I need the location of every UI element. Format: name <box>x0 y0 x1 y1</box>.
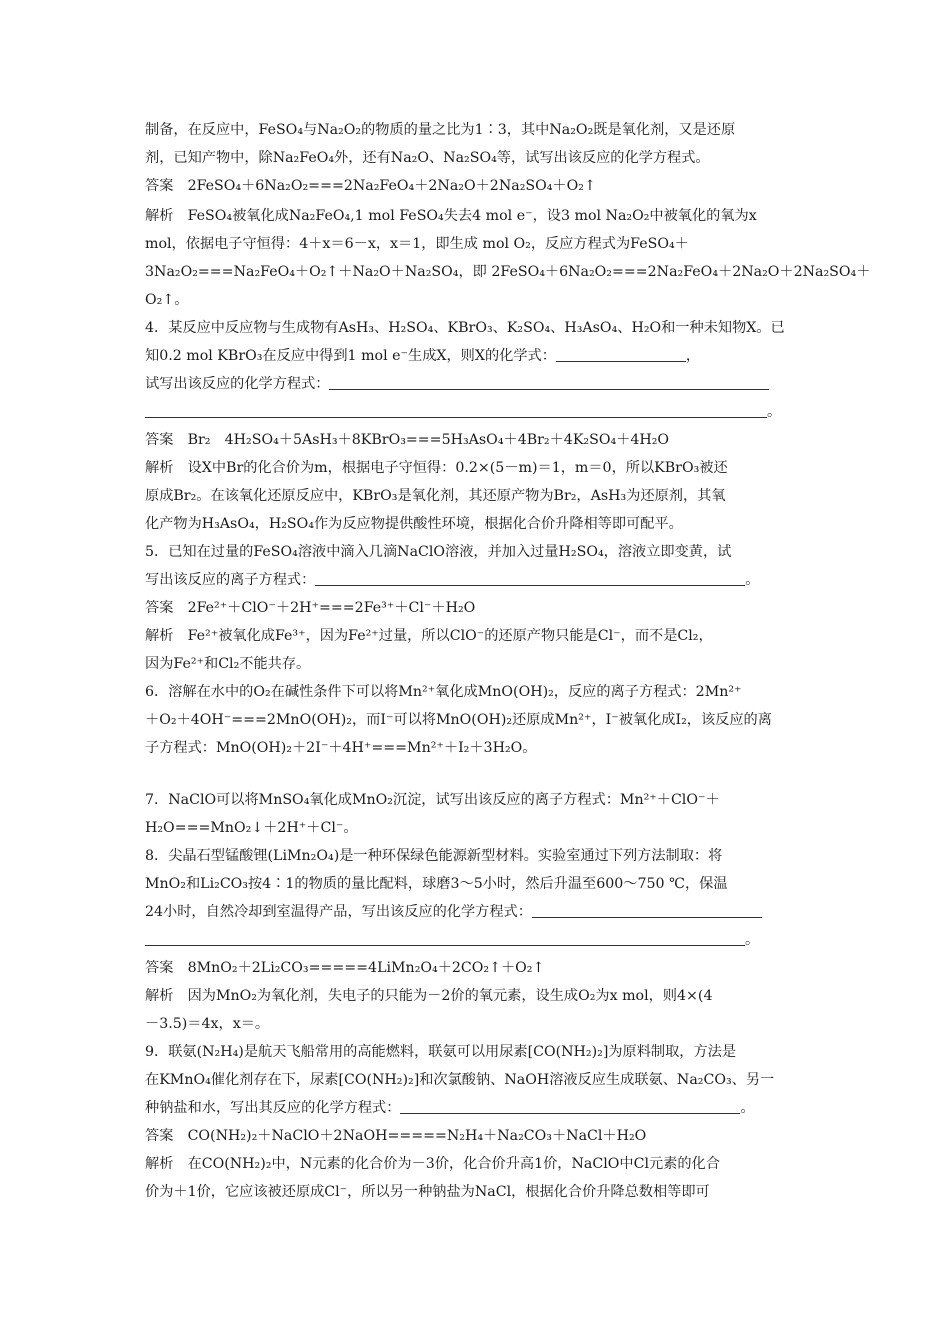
text-line <box>145 346 700 366</box>
question-7: 7．NaClO可以将MnSO₄氧化成MnO₂沉淀，试写出该反应的离子方程式：Mn²⁺＋ClO⁻＋ <box>145 792 720 808</box>
text-line: 因为Fe²⁺和Cl₂不能共存。 <box>145 656 311 672</box>
answer-blank <box>400 1099 740 1114</box>
text-fragment: 试写出该反应的化学方程式： <box>145 376 330 392</box>
text-line <box>145 902 762 922</box>
analysis-line: 解析 在CO(NH₂)₂中，N元素的化合价为－3价，化合价升高1价，NaClO中Cl元素的化合 <box>145 1156 720 1172</box>
text-line: ＋O₂＋4OH⁻===2MnO(OH)₂，而I⁻可以将MnO(OH)₂还原成Mn²⁺，I⁻被氧化成I₂，该反应的离 <box>145 712 772 728</box>
text-line <box>145 570 759 590</box>
text-line: 化产物为H₃AsO₄，H₂SO₄作为反应物提供酸性环境，根据化合价升降相等即可配平。 <box>145 516 683 532</box>
text-line: 在KMnO₄催化剂存在下，尿素[CO(NH₂)₂]和次氯酸钠、NaOH溶液反应生成联氨、Na₂CO₃、另一 <box>145 1072 775 1088</box>
text-fragment: 种钠盐和水，写出其反应的化学方程式： <box>145 1100 401 1116</box>
question-6: 6．溶解在水中的O₂在碱性条件下可以将Mn²⁺氧化成MnO(OH)₂，反应的离子方程式：2Mn²⁺ <box>145 684 742 700</box>
question-5: 5．已知在过量的FeSO₄溶液中滴入几滴NaClO溶液，并加入过量H₂SO₄，溶液立即变黄，试 <box>145 544 732 560</box>
answer-blank <box>532 903 762 918</box>
text-fragment: 。 <box>767 404 782 420</box>
answer-line: 答案 Br₂ 4H₂SO₄＋5AsH₃＋8KBrO₃===5H₃AsO₄＋4Br₂＋4K₂SO₄＋4H₂O <box>145 432 670 448</box>
analysis-line: 解析 Fe²⁺被氧化成Fe³⁺，因为Fe²⁺过量，所以ClO⁻的还原产物只能是Cl⁻，而不是Cl₂， <box>145 628 713 644</box>
text-line <box>145 1098 755 1118</box>
question-8: 8．尖晶石型锰酸锂(LiMn₂O₄)是一种环保绿色能源新型材料。实验室通过下列方法制取：将 <box>145 848 723 864</box>
answer-line: 答案 2FeSO₄＋6Na₂O₂===2Na₂FeO₄＋2Na₂O＋2Na₂SO₄＋O₂↑ <box>145 178 596 194</box>
text-line: MnO₂和Li₂CO₃按4∶1的物质的量比配料，球磨3～5小时，然后升温至600～750 ℃，保温 <box>145 876 728 892</box>
text-line: 3Na₂O₂===Na₂FeO₄＋O₂↑＋Na₂O＋Na₂SO₄，即 2FeSO₄＋6Na₂O₂===2Na₂FeO₄＋2Na₂O＋2Na₂SO₄＋ <box>145 264 871 280</box>
answer-blank <box>145 403 767 418</box>
text-line: 制备，在反应中，FeSO₄与Na₂O₂的物质的量之比为1∶3，其中Na₂O₂既是氧化剂，又是还原 <box>145 122 736 138</box>
analysis-line: 解析 因为MnO₂为氧化剂，失电子的只能为－2价的氧元素，设生成O₂为x mol，则4×(4 <box>145 988 713 1004</box>
answer-line: 答案 8MnO₂＋2Li₂CO₃=====4LiMn₂O₄＋2CO₂↑＋O₂↑ <box>145 960 545 976</box>
text-line: O₂↑。 <box>145 292 189 308</box>
text-fragment: ， <box>685 348 701 364</box>
text-fragment: 。 <box>745 932 760 948</box>
answer-line: 答案 2Fe²⁺＋ClO⁻＋2H⁺===2Fe³⁺＋Cl⁻＋H₂O <box>145 600 476 616</box>
question-4: 4．某反应中反应物与生成物有AsH₃、H₂SO₄、KBrO₃、K₂SO₄、H₃AsO₄、H₂O和一种未知物X。已 <box>145 320 785 336</box>
answer-blank <box>145 931 745 946</box>
answer-blank <box>315 571 745 586</box>
answer-blank <box>329 375 769 390</box>
answer-blank <box>556 347 686 362</box>
text-line: mol，依据电子守恒得：4＋x＝6－x，x＝1，即生成 mol O₂，反应方程式为FeSO₄＋ <box>145 236 689 252</box>
text-fragment: 。 <box>740 1100 755 1116</box>
text-line <box>145 374 769 394</box>
text-line: 原成Br₂。在该氧化还原反应中，KBrO₃是氧化剂，其还原产物为Br₂，AsH₃为还原剂，其氧 <box>145 488 726 504</box>
text-line: －3.5)＝4x，x＝。 <box>145 1016 270 1032</box>
analysis-line: 解析 FeSO₄被氧化成Na₂FeO₄,1 mol FeSO₄失去4 mol e⁻，设3 mol Na₂O₂中被氧化的氧为x <box>145 208 757 224</box>
text-line <box>145 402 781 422</box>
question-9: 9．联氨(N₂H₄)是航天飞船常用的高能燃料，联氨可以用尿素[CO(NH₂)₂]为原料制取，方法是 <box>145 1044 737 1060</box>
text-fragment: 知0.2 mol KBrO₃在反应中得到1 mol e⁻生成X，则X的化学式： <box>145 348 556 364</box>
text-line <box>145 930 759 950</box>
text-line: 价为＋1价，它应该被还原成Cl⁻，所以另一种钠盐为NaCl，根据化合价升降总数相等即可 <box>145 1184 710 1200</box>
text-fragment: 。 <box>745 572 760 588</box>
text-line: 子方程式：MnO(OH)₂＋2I⁻＋4H⁺===Mn²⁺＋I₂＋3H₂O。 <box>145 740 537 756</box>
text-line: H₂O===MnO₂↓＋2H⁺＋Cl⁻。 <box>145 820 358 836</box>
answer-line: 答案 CO(NH₂)₂＋NaClO＋2NaOH=====N₂H₄＋Na₂CO₃＋NaCl＋H₂O <box>145 1128 647 1144</box>
text-fragment: 写出该反应的离子方程式： <box>145 572 316 588</box>
analysis-line: 解析 设X中Br的化合价为m，根据电子守恒得：0.2×(5－m)＝1，m＝0，所以KBrO₃被还 <box>145 460 728 476</box>
text-line: 剂，已知产物中，除Na₂FeO₄外，还有Na₂O、Na₂SO₄等，试写出该反应的化学方程式。 <box>145 150 710 166</box>
text-fragment: 24小时，自然冷却到室温得产品，写出该反应的化学方程式： <box>145 904 532 920</box>
